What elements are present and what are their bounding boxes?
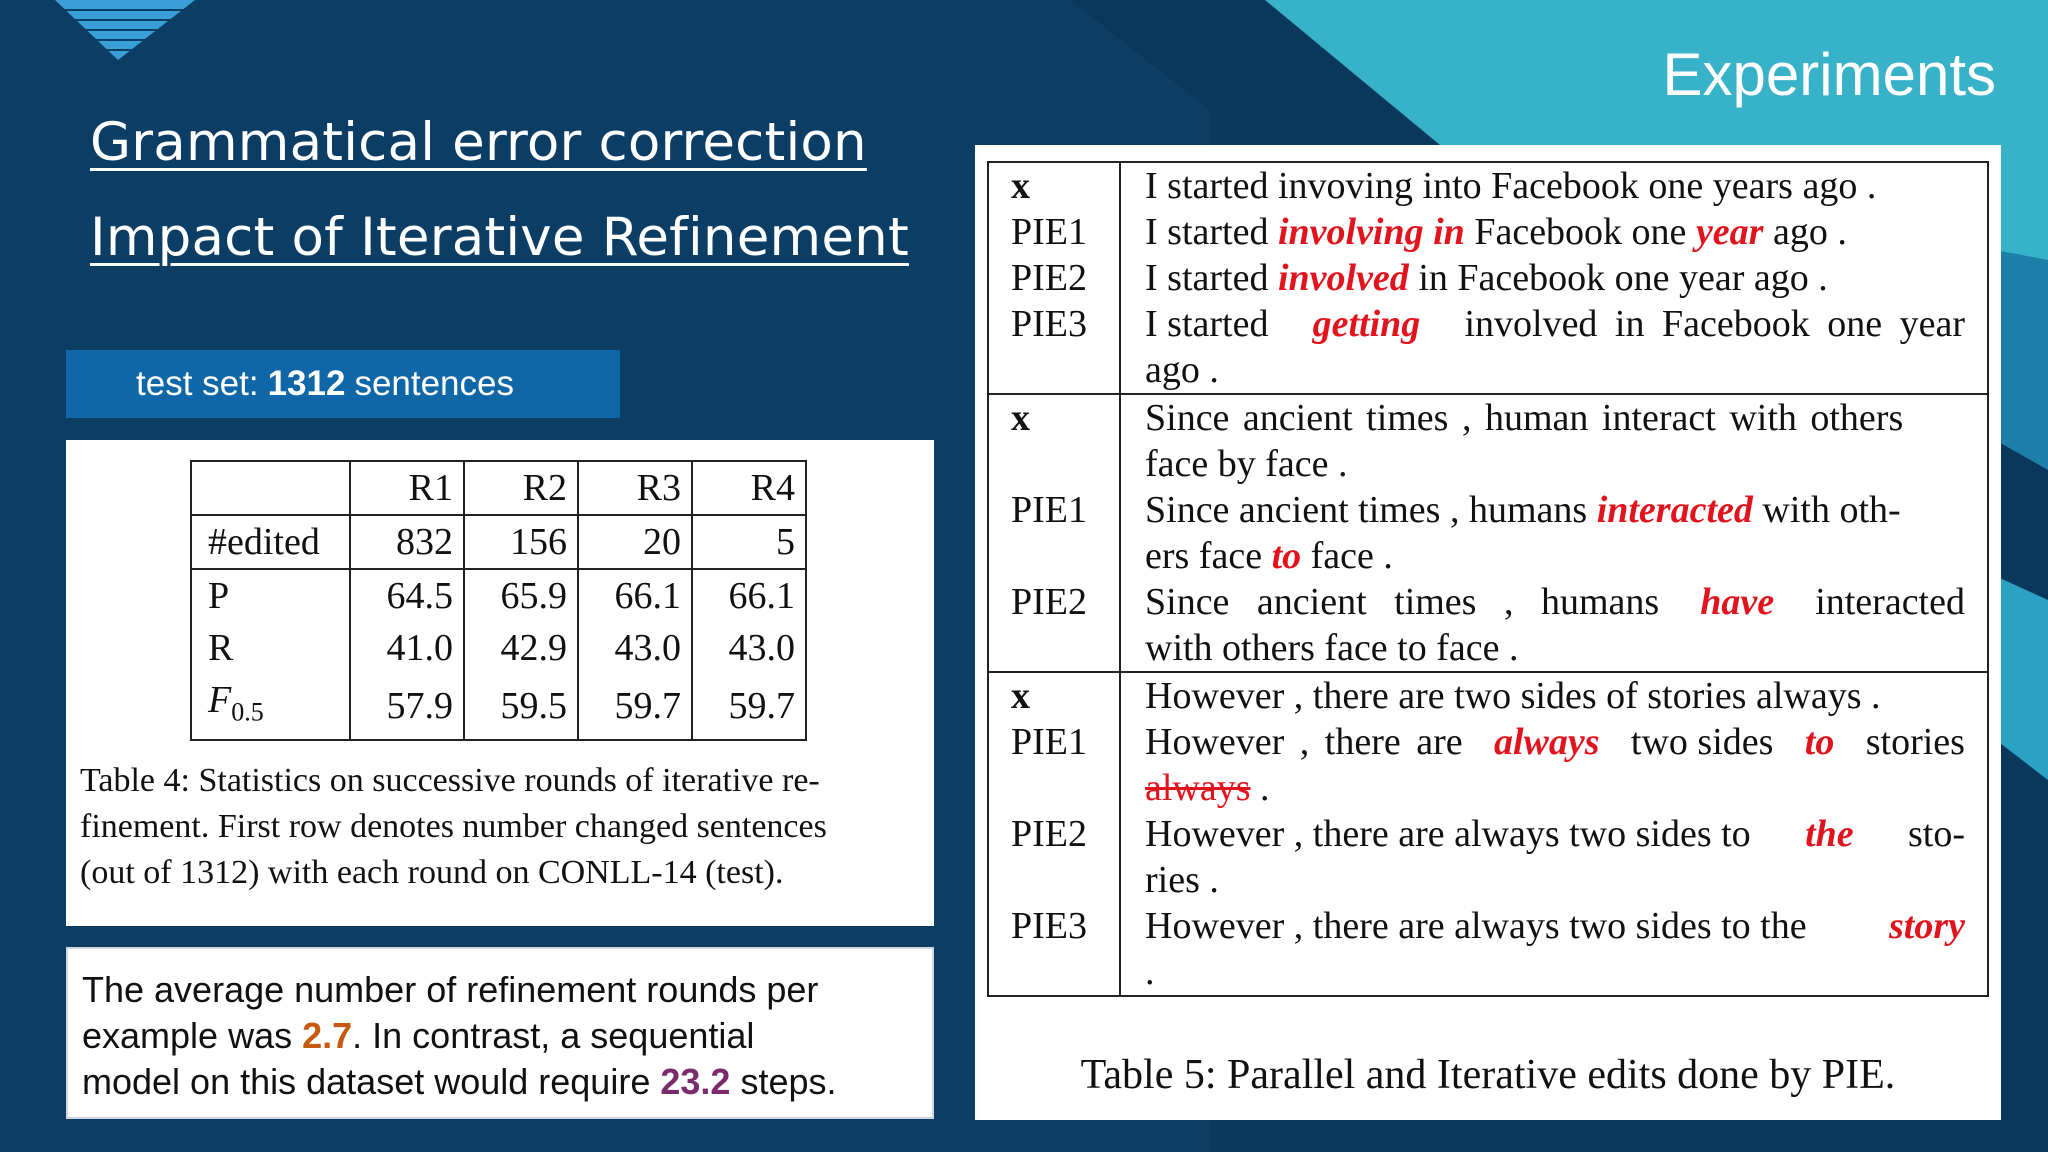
- table4: [190, 460, 807, 741]
- table5-group-2: [989, 395, 1987, 673]
- row-text: I started invoving into Facebook one years ago .: [1145, 165, 1877, 207]
- row-text: [1121, 533, 1987, 579]
- note-text: model on this dataset would require: [82, 1061, 651, 1102]
- table5-row: [989, 533, 1987, 579]
- table5-row: [989, 811, 1987, 857]
- row-label: [989, 625, 1121, 671]
- plain-text: ers face: [1145, 535, 1263, 577]
- plain-text: in Facebook one year ago .: [1418, 257, 1828, 299]
- plain-text: I started: [1145, 303, 1269, 345]
- table4-cell: 43.0: [578, 622, 692, 674]
- table5-group-1: [989, 163, 1987, 395]
- table4-cell: 41.0: [350, 622, 464, 674]
- row-text: [1121, 209, 1987, 255]
- edit-highlight: involving in: [1277, 211, 1465, 253]
- edit-highlight: the: [1805, 813, 1854, 855]
- table4-col-header: R1: [350, 461, 464, 515]
- row-text: However , there are two sides of stories always .: [1145, 675, 1881, 717]
- table4-cell: 43.0: [728, 627, 795, 669]
- row-label: x: [989, 673, 1121, 719]
- table4-panel: [66, 440, 934, 926]
- table4-row-edited: [191, 515, 806, 569]
- table4-cell: 59.7: [578, 674, 692, 740]
- table5-row: [989, 903, 1987, 949]
- row-label: [989, 533, 1121, 579]
- table4-row-label: P: [191, 569, 350, 622]
- table4-cell: 66.1: [728, 575, 795, 617]
- row-text: .: [1145, 951, 1155, 993]
- row-label: PIE1: [989, 209, 1121, 255]
- table5-row: [989, 719, 1987, 765]
- row-label: [989, 857, 1121, 903]
- plain-text: Facebook one: [1474, 211, 1687, 253]
- row-label: [989, 441, 1121, 487]
- f-symbol: F: [208, 679, 232, 721]
- table5-row: [989, 163, 1987, 209]
- plain-text: However , there are always two sides to: [1145, 813, 1751, 855]
- table4-row-label: [191, 674, 350, 740]
- table5-row: [989, 301, 1987, 347]
- row-label: PIE1: [989, 719, 1121, 765]
- table5-row: [989, 857, 1987, 903]
- table5-row: [989, 625, 1987, 671]
- row-label: [989, 765, 1121, 811]
- table4-header-row: [191, 461, 806, 515]
- table4-row-label: R: [191, 622, 350, 674]
- plain-text: sto-: [1908, 813, 1965, 855]
- avg-rounds-value: 2.7: [302, 1015, 353, 1056]
- plain-text: two sides: [1630, 721, 1774, 763]
- table5-group-3: [989, 673, 1987, 995]
- table5-panel: [975, 145, 2001, 1120]
- table4-cell: 20: [578, 515, 692, 569]
- table4-col-header: R4: [692, 461, 806, 515]
- edit-highlight: getting: [1312, 303, 1421, 345]
- row-text: with others face to face .: [1145, 627, 1519, 669]
- table5-row: [989, 395, 1987, 441]
- row-text: [1121, 719, 1987, 765]
- table5-row: [989, 347, 1987, 393]
- row-text: [1121, 301, 1987, 347]
- plain-text: with oth-: [1762, 489, 1901, 531]
- edit-highlight: always: [1493, 721, 1600, 763]
- row-label: [989, 347, 1121, 393]
- plain-text: I started: [1145, 211, 1269, 253]
- row-label: x: [989, 163, 1121, 209]
- edit-highlight: year: [1695, 211, 1764, 253]
- table4-cell: 66.1: [578, 569, 692, 622]
- edit-highlight: to: [1271, 535, 1302, 577]
- table5-row: [989, 255, 1987, 301]
- slide-title: Experiments: [1662, 41, 1996, 108]
- table4-row-label: #edited: [191, 515, 350, 569]
- plain-text: .: [1260, 767, 1270, 809]
- row-text: Since ancient times , human interact with others: [1145, 397, 1904, 439]
- plain-text: However , there are: [1145, 721, 1463, 763]
- sequential-steps-value: 23.2: [660, 1061, 731, 1102]
- table5: [987, 161, 1989, 997]
- table5-row: [989, 579, 1987, 625]
- table4-cell: 65.9: [464, 569, 578, 622]
- table4-row-f05: [191, 674, 806, 740]
- plain-text: interacted: [1815, 581, 1965, 623]
- table5-row: [989, 441, 1987, 487]
- plain-text: face .: [1310, 535, 1393, 577]
- row-text: ries .: [1145, 859, 1219, 901]
- f-subscript: 0.5: [231, 697, 264, 727]
- table4-cell: 64.5: [350, 569, 464, 622]
- table5-row: [989, 487, 1987, 533]
- row-text: [1121, 579, 1987, 625]
- note-text: example was: [82, 1015, 293, 1056]
- table4-cell: 59.7: [728, 685, 795, 728]
- table4-cell: 5: [692, 515, 806, 569]
- row-text: [1121, 903, 1987, 949]
- table4-cell: 57.9: [350, 674, 464, 740]
- row-label: PIE2: [989, 811, 1121, 857]
- plain-text: Since ancient times , humans: [1145, 489, 1588, 531]
- heading-iterative-refinement[interactable]: Impact of Iterative Refinement: [90, 207, 909, 268]
- table5-caption: Table 5: Parallel and Iterative edits done by PIE.: [1080, 1052, 1896, 1098]
- badge-suffix: sentences: [354, 364, 514, 403]
- edit-highlight: involved: [1277, 257, 1409, 299]
- row-label: x: [989, 395, 1121, 441]
- row-label: PIE3: [989, 301, 1121, 347]
- deleted-word: always: [1145, 767, 1251, 809]
- plain-text: involved in Facebook one year: [1464, 303, 1965, 345]
- note-line-2: [82, 1013, 918, 1059]
- row-label: PIE1: [989, 487, 1121, 533]
- table4-cell: 59.5: [464, 674, 578, 740]
- row-text: [1121, 255, 1987, 301]
- table4-row-p: [191, 569, 806, 622]
- caption-line: (out of 1312) with each round on CONLL-14 (test).: [80, 854, 784, 891]
- row-text: ago .: [1145, 349, 1219, 391]
- edit-highlight: story: [1889, 905, 1965, 947]
- row-text: face by face .: [1145, 443, 1348, 485]
- table4-col-header: R3: [578, 461, 692, 515]
- heading-grammatical-error-correction[interactable]: Grammatical error correction: [90, 112, 867, 173]
- table5-row: [989, 673, 1987, 719]
- caption-line: finement. First row denotes number changed sentences: [80, 808, 827, 845]
- row-label: PIE2: [989, 255, 1121, 301]
- row-label: PIE3: [989, 903, 1121, 949]
- plain-text: I started: [1145, 257, 1269, 299]
- table4-row-r: [191, 622, 806, 674]
- table4-cell: 42.9: [464, 622, 578, 674]
- edit-highlight: to: [1804, 721, 1835, 763]
- note-text: steps.: [740, 1061, 837, 1102]
- row-text: [1121, 811, 1987, 857]
- table4-col-header: R2: [464, 461, 578, 515]
- table4-cell: 156: [464, 515, 578, 569]
- badge-prefix: test set:: [136, 364, 259, 403]
- note-text: . In contrast, a sequential: [352, 1015, 755, 1056]
- plain-text: stories: [1865, 721, 1965, 763]
- note-line-3: [82, 1059, 918, 1105]
- caption-line: Table 4: Statistics on successive rounds of iterative re-: [80, 762, 820, 799]
- table5-row: [989, 765, 1987, 811]
- badge-count: 1312: [267, 364, 346, 403]
- row-label: PIE2: [989, 579, 1121, 625]
- plain-text: Since ancient times , humans: [1145, 581, 1660, 623]
- table4-corner: [191, 461, 350, 515]
- refinement-note: [66, 947, 934, 1119]
- table5-row: [989, 949, 1987, 995]
- test-set-badge: [66, 350, 620, 418]
- table4-cell: 832: [350, 515, 464, 569]
- row-text: [1121, 765, 1987, 811]
- edit-highlight: have: [1700, 581, 1775, 623]
- table5-row: [989, 209, 1987, 255]
- plain-text: ago .: [1772, 211, 1847, 253]
- plain-text: However , there are always two sides to the: [1145, 905, 1807, 947]
- table4-caption: [80, 758, 930, 896]
- row-label: [989, 949, 1121, 995]
- note-line-1: The average number of refinement rounds per: [82, 969, 819, 1010]
- edit-highlight: interacted: [1596, 489, 1753, 531]
- row-text: [1121, 487, 1987, 533]
